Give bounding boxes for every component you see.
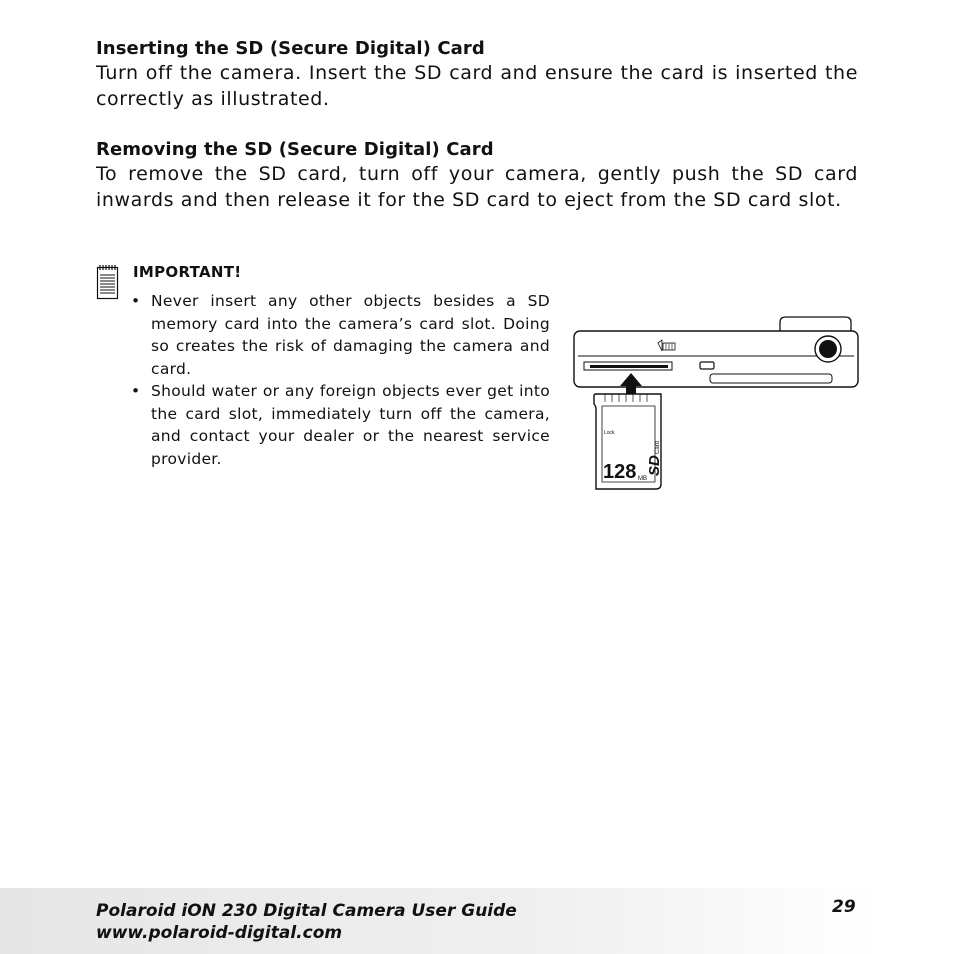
- bullet-text: Never insert any other objects besides a SD memory card into the camera’s card slot. Doing so creates the risk of damaging the camera and card.: [151, 292, 550, 378]
- section-heading-removing: Removing the SD (Secure Digital) Card: [96, 139, 494, 160]
- sd-lock-label: Lock: [604, 430, 615, 436]
- page-number: 29: [832, 897, 856, 917]
- sd-card-insertion-illustration: [572, 314, 862, 494]
- footer-title: Polaroid iON 230 Digital Camera User Guide: [96, 901, 517, 921]
- section-body-removing: To remove the SD card, turn off your camera, gently push the SD card inwards and then release it for the SD card to eject from the SD card slot.: [96, 163, 858, 211]
- bullet-text: Should water or any foreign objects ever get into the card slot, immediately turn off the camera, and contact your dealer or the nearest service provider.: [151, 382, 550, 468]
- list-item: • Never insert any other objects besides a SD memory card into the camera’s card slot. Doing so creates the risk of damaging the camera and card.: [131, 292, 550, 378]
- important-label: IMPORTANT!: [133, 263, 242, 281]
- section-heading-inserting: Inserting the SD (Secure Digital) Card: [96, 38, 485, 59]
- sd-capacity-label: 128: [603, 461, 637, 483]
- sd-unit-label: MB: [638, 476, 647, 482]
- important-list: [130, 290, 550, 470]
- sd-brand-label: SD: [646, 455, 663, 476]
- notepad-icon: [96, 264, 120, 300]
- page-footer: [0, 888, 954, 954]
- section-body-inserting: Turn off the camera. Insert the SD card and ensure the card is inserted the correctly as illustrated.: [96, 62, 858, 110]
- list-item: • Should water or any foreign objects ever get into the card slot, immediately turn off the camera, and contact your dealer or the nearest service provider.: [131, 382, 550, 468]
- sd-card-sub-label: Card: [655, 440, 661, 454]
- footer-url[interactable]: www.polaroid-digital.com: [96, 923, 343, 943]
